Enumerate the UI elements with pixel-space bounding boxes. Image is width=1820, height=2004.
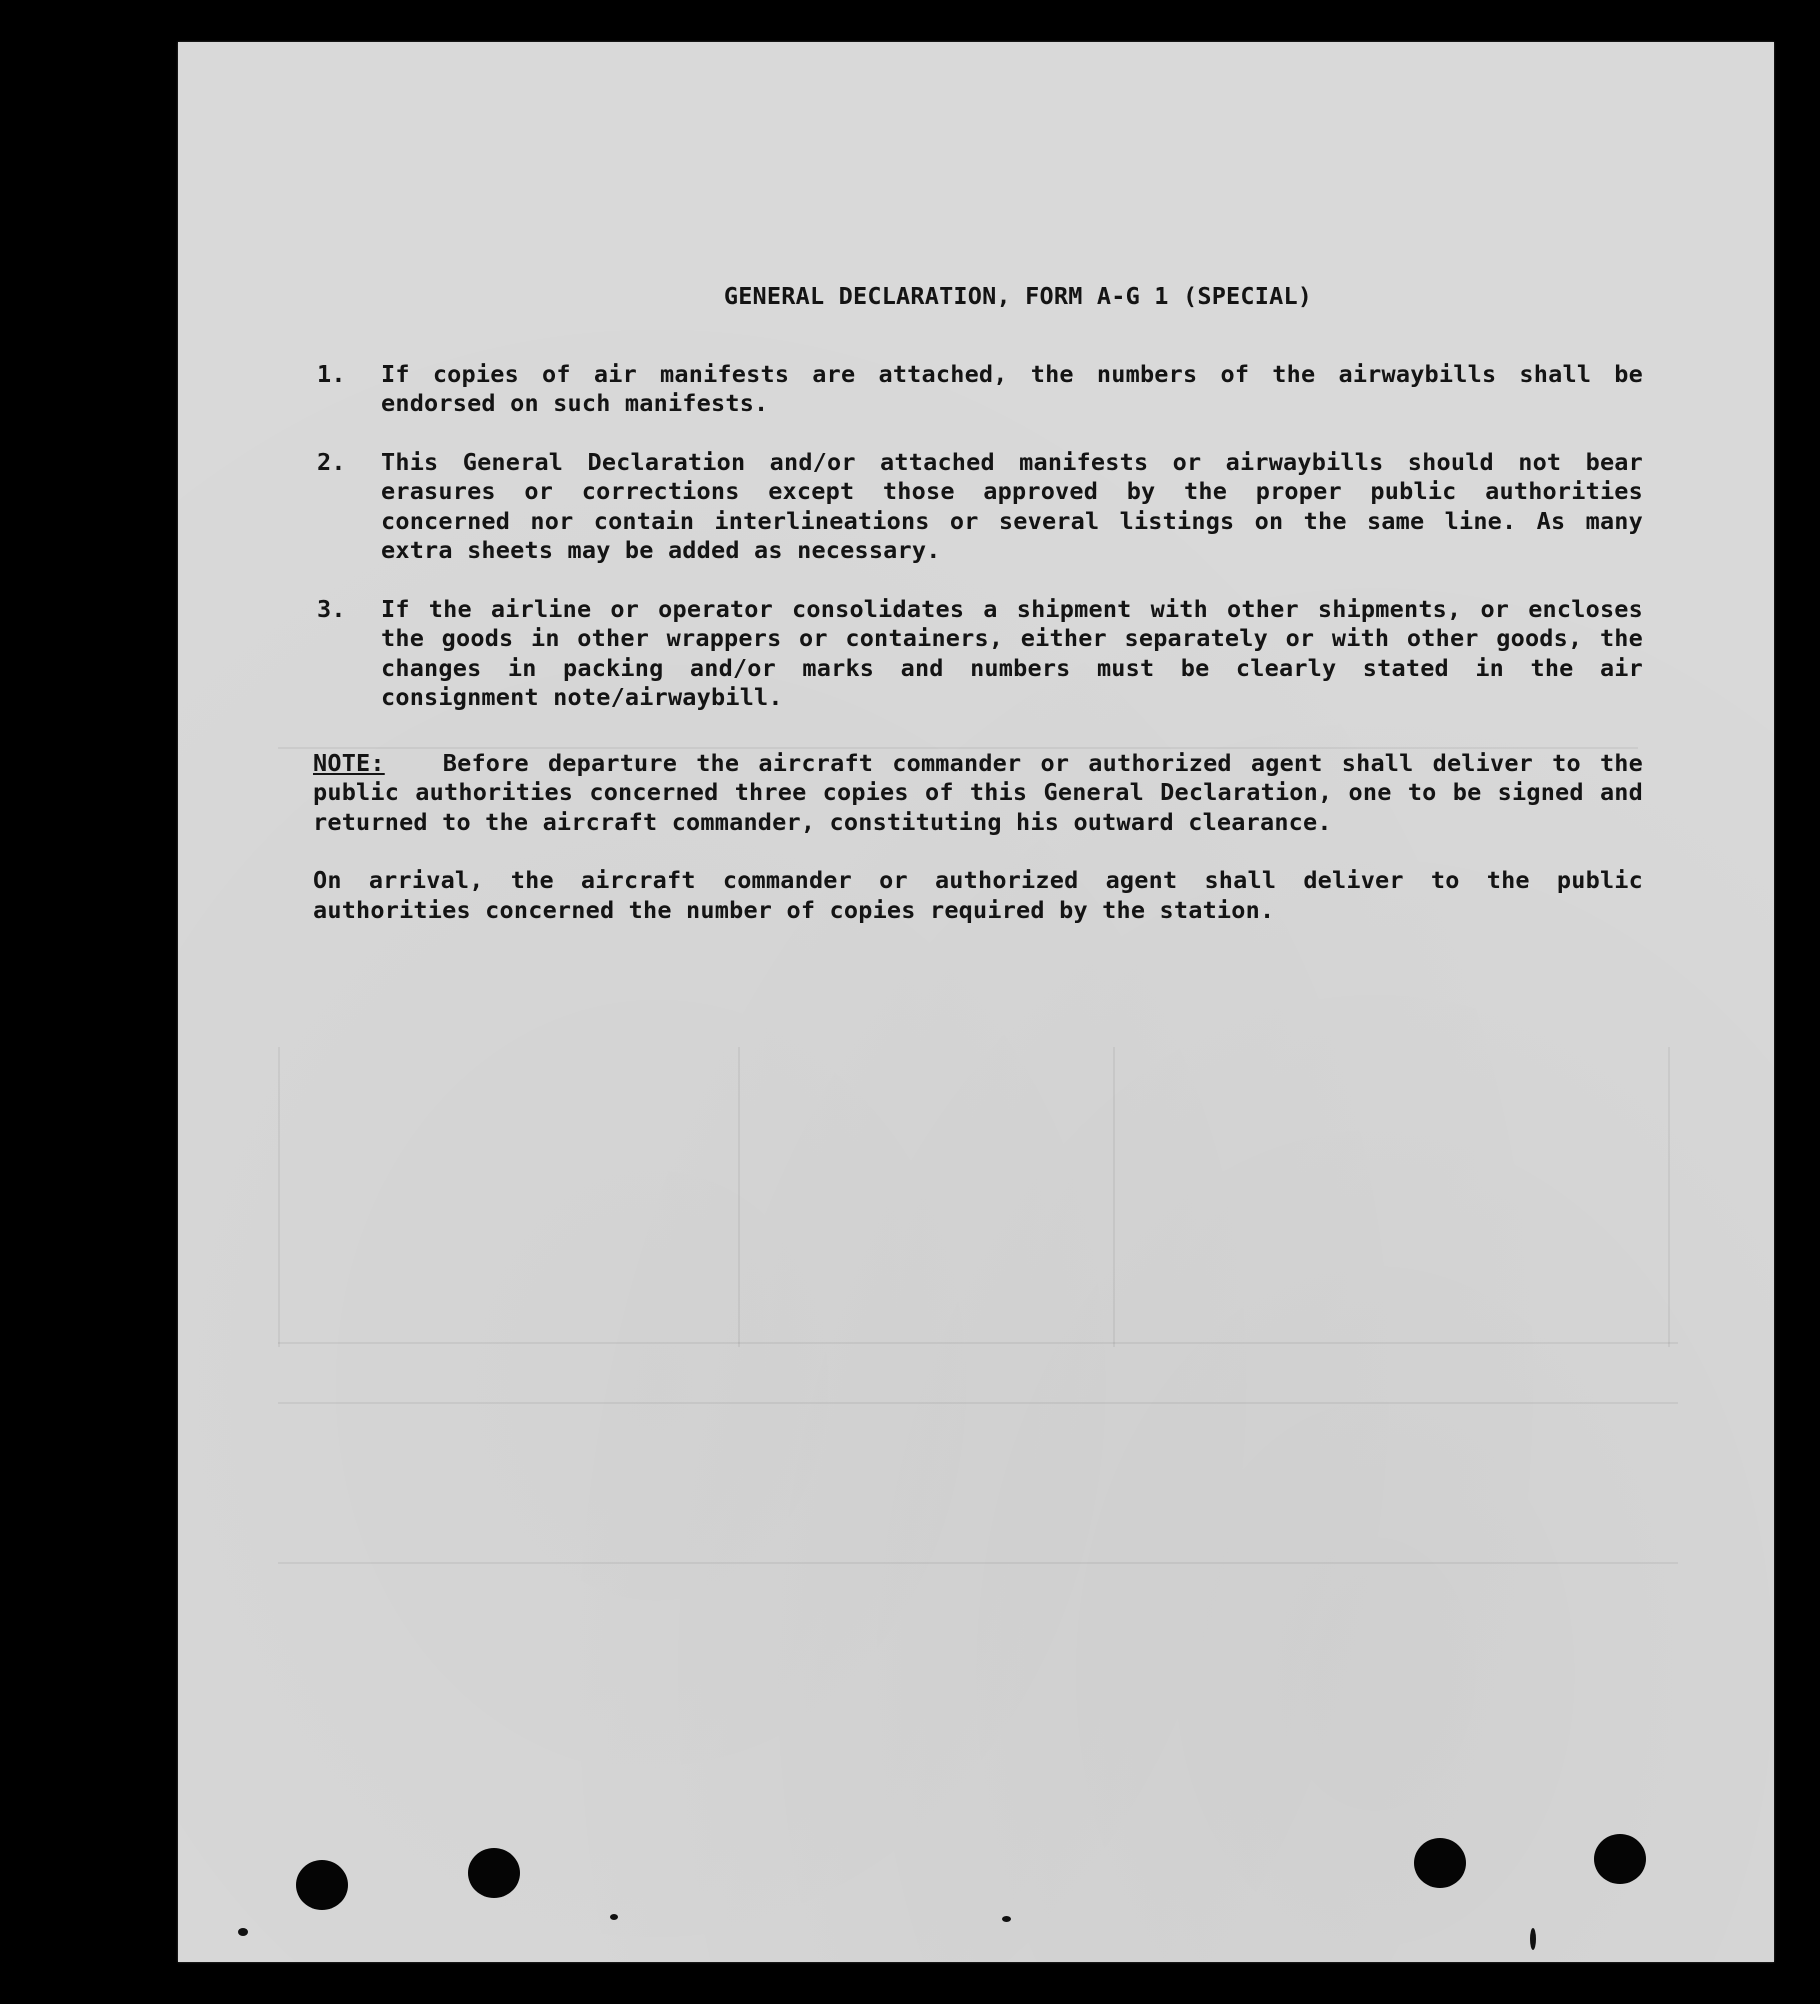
punch-hole bbox=[1594, 1834, 1646, 1884]
bleed-through-line bbox=[278, 1402, 1678, 1404]
note-paragraph bbox=[313, 749, 1643, 838]
bleed-through-line bbox=[278, 1562, 1678, 1564]
speck bbox=[610, 1914, 618, 1920]
document-page bbox=[178, 42, 1774, 1962]
punch-hole bbox=[1414, 1838, 1466, 1888]
item-text: If copies of air manifests are attached, the numbers of the airwaybills shall be endorsed on such manifests. bbox=[381, 359, 1643, 417]
punch-hole bbox=[296, 1860, 348, 1910]
item-text: This General Declaration and/or attached manifests or airwaybills should not bear erasures or corrections except those approved by the proper public authorities concerned nor contain interlineations or several listings on the same line. As many extra sheets may be added as necessary. bbox=[381, 447, 1643, 564]
list-item bbox=[313, 360, 1643, 419]
note-text: Before departure the aircraft commander or authorized agent shall deliver to the public authorities concerned three copies of this General Declaration, one to be signed and returned to the aircraft commander, constituting his outward clearance. bbox=[313, 748, 1643, 836]
declaration-text bbox=[313, 282, 1643, 925]
document-title: GENERAL DECLARATION, FORM A-G 1 (SPECIAL) bbox=[723, 282, 1313, 310]
bleed-through-line bbox=[1668, 1047, 1670, 1347]
arrival-paragraph: On arrival, the aircraft commander or authorized agent shall deliver to the public authorities concerned the number of copies required by the station. bbox=[313, 866, 1643, 924]
speck bbox=[1530, 1928, 1536, 1950]
item-text: If the airline or operator consolidates a shipment with other shipments, or encloses the goods in other wrappers or containers, either separately or with other goods, the changes in packing and/or marks and numbers must be clearly stated in the air consignment note/airwaybill. bbox=[381, 594, 1643, 711]
list-item bbox=[313, 595, 1643, 713]
item-number: 3. bbox=[317, 594, 346, 623]
item-number: 1. bbox=[317, 359, 346, 388]
bleed-through-line bbox=[738, 1047, 740, 1347]
list-item bbox=[313, 448, 1643, 566]
bleed-through-line bbox=[1113, 1047, 1115, 1347]
note-label: NOTE: bbox=[313, 748, 385, 777]
speck bbox=[238, 1928, 248, 1936]
bleed-through-line bbox=[278, 1342, 1678, 1344]
speck bbox=[1002, 1916, 1011, 1922]
item-number: 2. bbox=[317, 447, 346, 476]
bleed-through-line bbox=[278, 1047, 280, 1347]
punch-hole bbox=[468, 1848, 520, 1898]
